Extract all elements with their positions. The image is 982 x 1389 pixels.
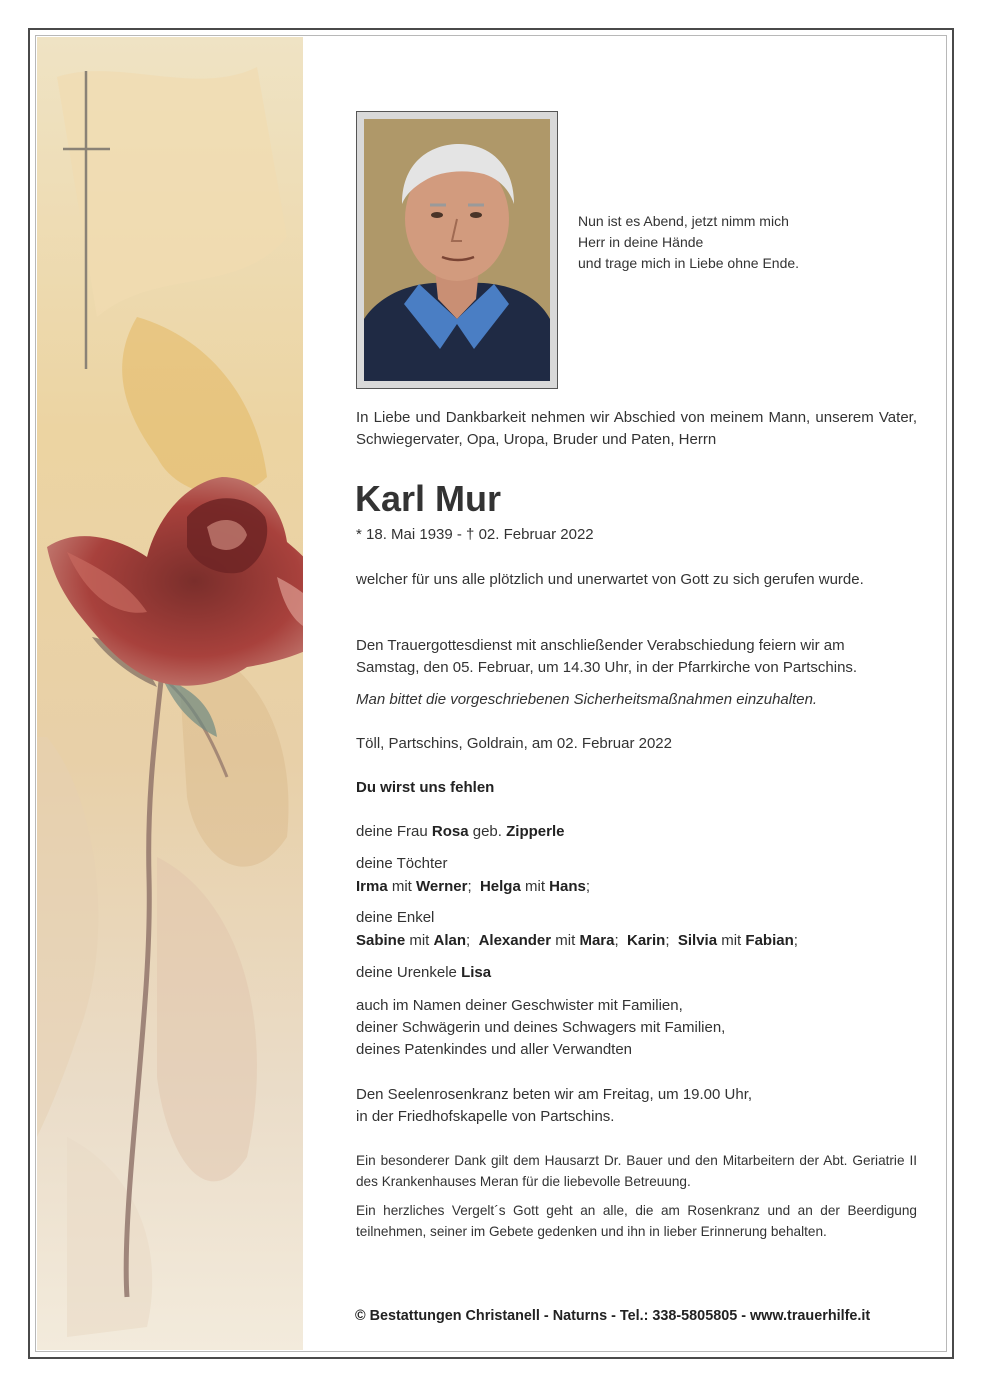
rosary-line-2: in der Friedhofskapelle von Partschins. [356,1108,615,1125]
deceased-name: Karl Mur [355,478,502,519]
family-wife [356,821,917,843]
portrait-frame [356,111,558,389]
portrait-photo [364,119,550,381]
separator: ; [793,932,798,949]
daughter-name: Helga [479,878,521,895]
daughters-label: deine Töchter [356,855,448,872]
life-dates: * 18. Mai 1939 - † 02. Februar 2022 [356,526,594,543]
great-grandchildren-label: deine Urenkele [356,964,457,981]
grandchild-partner: Alan [433,932,467,949]
wife-maiden-name: Zipperle [506,823,565,840]
also-line-2: deiner Schwägerin und deines Schwagers mit Familien, [356,1019,726,1036]
wife-prefix: deine Frau [356,823,428,840]
grandchildren-label: deine Enkel [356,909,435,926]
also-line-1: auch im Namen deiner Geschwister mit Familien, [356,997,683,1014]
place-date: Töll, Partschins, Goldrain, am 02. Februar 2022 [356,735,672,752]
grandchild-partner: Fabian [745,932,794,949]
separator: ; [665,932,670,949]
watercolor-rose-panel [37,37,303,1350]
daughter-partner: Werner [416,878,468,895]
poem-line-3: und trage mich in Liebe ohne Ende. [578,255,800,271]
intro-text: In Liebe und Dankbarkeit nehmen wir Abschied von meinem Mann, unserem Vater, Schwiegervater, Opa, Uropa, Bruder und Paten, Herrn [356,409,917,448]
rose-illustration [37,37,303,1350]
grandchild-name: Alexander [478,932,552,949]
missing-heading: Du wirst uns fehlen [356,779,495,796]
daughter-partner: Hans [549,878,586,895]
grandchild-mit: mit [555,932,576,949]
rosary-line-1: Den Seelenrosenkranz beten wir am Freitag, um 19.00 Uhr, [356,1086,753,1103]
separator: ; [614,932,619,949]
grandchild-name: Sabine [356,932,406,949]
also-line-3: deines Patenkindes und aller Verwandten [356,1041,633,1058]
undertaker-footer [355,1305,870,1327]
daughter-mit: mit [391,878,412,895]
grandchild-name: Silvia [677,932,718,949]
safety-notice: Man bittet die vorgeschriebenen Sicherheitsmaßnahmen einzuhalten. [356,691,818,708]
grandchild-mit: mit [721,932,742,949]
thanks-all: Ein herzliches Vergelt´s Gott geht an alle, die am Rosenkranz und an der Beerdigung teilnehmen, seiner im Gebete gedenken und ihn in lieber Erinnerung behalten. [356,1203,917,1239]
daughters-list [356,876,917,898]
footer-text: © Bestattungen Christanell - Naturns - Tel.: 338-5805805 - www.trauerhilfe.it [355,1308,871,1324]
poem-line-1: Nun ist es Abend, jetzt nimm mich [578,213,789,229]
grandchild-name: Karin [627,932,666,949]
thanks-doctor: Ein besonderer Dank gilt dem Hausarzt Dr. Bauer und den Mitarbeitern der Abt. Geriatrie II des Krankenhauses Meran für die liebevolle Betreuung. [356,1153,917,1189]
separator: ; [467,878,472,895]
service-line-2: Samstag, den 05. Februar, um 14.30 Uhr, in der Pfarrkirche von Partschins. [356,659,858,676]
wife-geb: geb. [472,823,502,840]
passing-text: welcher für uns alle plötzlich und unerwartet von Gott zu sich gerufen wurde. [356,571,864,588]
poem-line-2: Herr in deine Hände [578,234,704,250]
grandchild-partner: Mara [579,932,615,949]
separator: ; [466,932,471,949]
daughter-mit: mit [525,878,545,895]
poem [578,211,938,274]
daughter-name: Irma [356,878,388,895]
great-grandchildren [356,962,917,984]
great-grandchild-name: Lisa [461,964,492,981]
grandchildren-list [356,930,917,952]
wife-name: Rosa [431,823,469,840]
service-line-1: Den Trauergottesdienst mit anschließender Verabschiedung feiern wir am [356,637,845,654]
separator: ; [585,878,591,895]
grandchild-mit: mit [409,932,430,949]
